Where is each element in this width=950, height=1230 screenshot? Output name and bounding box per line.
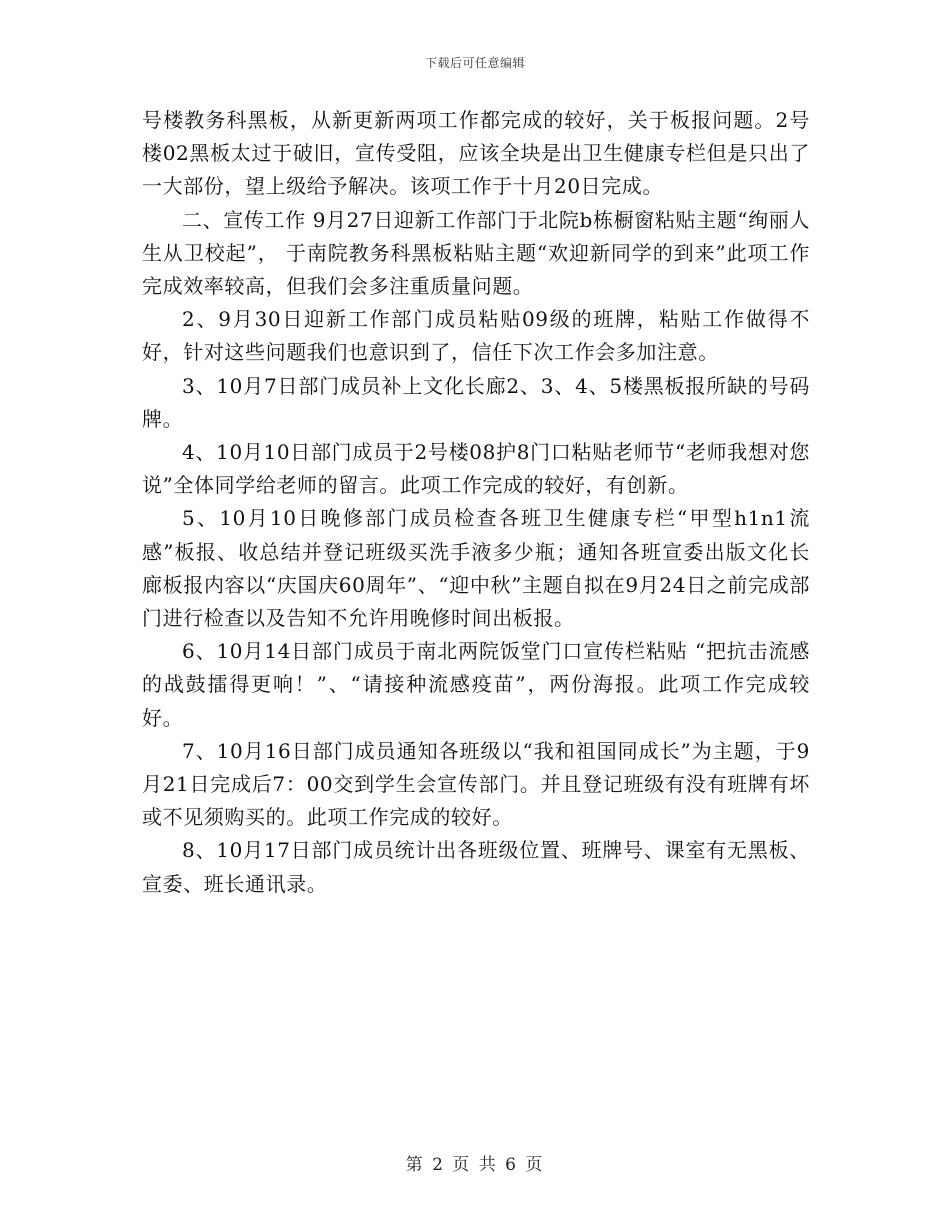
paragraph-item-3: 3、10月7日部门成员补上文化长廊2、3、4、5楼黑板报所缺的号码牌。 [142, 373, 810, 431]
paragraph-continuation: 号楼教务科黑板，从新更新两项工作都完成的较好，关于板报问题。2号楼02黑板太过于破旧，宣传受阻，应该全块是出卫生健康专栏但是只出了一大部份，望上级给予解决。该项工作于十月20日完成。 [142, 108, 810, 199]
paragraph-item-4: 4、10月10日部门成员于2号楼08护8门口粘贴老师节“老师我想对您说”全体同学给老师的留言。此项工作完成的较好，有创新。 [142, 440, 810, 498]
page-header-note: 下载后可任意编辑 [424, 56, 525, 70]
paragraph-item-8: 8、10月17日部门成员统计出各班级位置、班牌号、课室有无黑板、宣委、班长通讯录。 [142, 838, 810, 896]
paragraph-item-5: 5、10月10日晚修部门成员检查各班卫生健康专栏“甲型h1n1流感”板报、收总结并登记班级买洗手液多少瓶；通知各班宣委出版文化长廊板报内容以“庆国庆60周年”、“迎中秋”主题自拟在9月24日之前完成部门进行检查以及告知不允许用晚修时间出板报。 [142, 506, 810, 631]
paragraph-item-2: 2、9月30日迎新工作部门成员粘贴09级的班牌，粘贴工作做得不好，针对这些问题我们也意识到了，信任下次工作会多加注意。 [142, 307, 810, 365]
page-number: 第 2 页 共 6 页 [405, 1155, 545, 1175]
paragraph-publicity-work: 二、宣传工作 9月27日迎新工作部门于北院b栋橱窗粘贴主题“绚丽人生从卫校起”， 于南院教务科黑板粘贴主题“欢迎新同学的到来”此项工作完成效率较高，但我们会多注重质量问题。 [142, 207, 810, 299]
paragraph-item-6: 6、10月14日部门成员于南北两院饭堂门口宣传栏粘贴 “把抗击流感的战鼓擂得更响！”、“请接种流感疫苗”，两份海报。此项工作完成较好。 [142, 639, 810, 730]
paragraph-item-7: 7、10月16日部门成员通知各班级以“我和祖国同成长”为主题，于9月21日完成后7：00交到学生会宣传部门。并且登记班级有没有班牌有坏或不见须购买的。此项工作完成的较好。 [142, 738, 810, 830]
document-body [142, 104, 810, 901]
